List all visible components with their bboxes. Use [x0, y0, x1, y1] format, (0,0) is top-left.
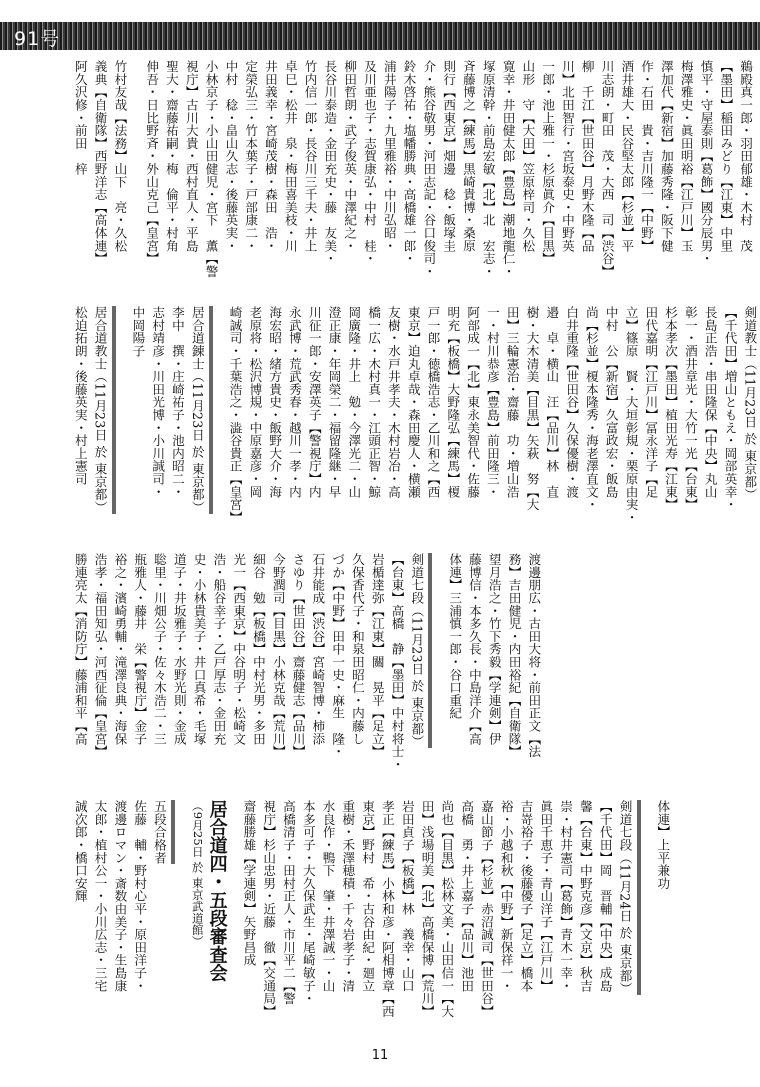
name-column: 鵜殿真一郎・羽田郁雄・木村 茂: [738, 60, 754, 252]
name-column: 定榮弘三・竹本葉子・戸部康二・: [243, 60, 259, 252]
name-column: 阿部成一【北】東永美智代・佐藤: [465, 306, 481, 498]
name-column: 浦井陽子・九里雅裕・中川弘昭・: [381, 60, 397, 252]
name-column: 杉本孝次【墨田】植田光寿【江東】: [663, 306, 679, 511]
name-column: 【千代田】増山ともえ・岡部英幸・: [722, 306, 738, 511]
name-column: 齋藤勝雄【学連剣】矢野昌成: [241, 800, 257, 967]
name-column: 一郎・池上雅一・杉原眞介【目黒】: [540, 60, 556, 265]
name-column: 田代嘉明【江戸川】冨永洋子【足: [643, 306, 659, 498]
name-column: 慎平・守屋泰則【葛飾】國分辰男・: [698, 60, 714, 265]
name-column: 崎誠司・千葉浩之・澁谷貴正【皇宮】: [227, 306, 243, 524]
section-heading-text: 剣道七段（11月23日 於 東京都）: [407, 553, 433, 748]
name-column: 則行【西東京】畑邊 稔・飯塚圭: [441, 60, 457, 252]
name-column: 中岡陽子: [130, 306, 146, 358]
name-column: 【台東】高橋 静【墨田】中村将士・: [389, 553, 405, 771]
name-column: 望月浩之・竹下秀毅【学連剣】伊: [486, 553, 502, 745]
section-heading: [187, 306, 213, 524]
name-column: 聖大・齋藤祐嗣・梅 倫平・村角: [163, 60, 179, 252]
column-gap: [432, 553, 444, 771]
name-column: 【墨田】稲田みどり【江東】中里: [718, 60, 734, 252]
name-column: 戸一郎・徳橋浩志・乙川和之【西: [425, 306, 441, 498]
page-number: 11: [371, 1048, 389, 1063]
tier-low: [70, 553, 734, 771]
name-column: 高橋清子・田村正人・市川平二【警: [280, 800, 296, 1005]
name-column: 孝正【練馬】小林和彦・阿相博章【西: [379, 800, 395, 1018]
column-gap: [116, 306, 128, 524]
name-column: 長島正浩・串田隆保【中央】丸山: [702, 306, 718, 498]
name-column: 作・石田 貴・吉川隆一【中野】: [639, 60, 655, 252]
name-column: 卓巳・松井 泉・梅田喜美枝・川: [282, 60, 298, 252]
name-column: 裕之・濱崎勇輔・滝澤良典・海保: [112, 553, 128, 745]
name-column: 高橋 勇・井上嘉子【品川】池田: [459, 800, 475, 992]
name-column: 岩田貞子【板橋】林 義幸・山口: [399, 800, 415, 992]
name-column: 本多可子・大久保武生・尾崎敏子・: [300, 800, 316, 1005]
name-column: 水良作・鴨下 肇・井澤誠一・山: [320, 800, 336, 992]
name-column: 明充【板橋】大野隆弘【練馬】榎: [445, 306, 461, 498]
name-column: 阿久沢修・前田 梓: [72, 60, 88, 176]
name-column: 山形 守【大田】笠原梓司・久松: [520, 60, 536, 252]
name-column: 馨【台東】中野克彦【文京】秋吉: [577, 800, 593, 992]
name-column: 岩楯達弥【江東】關 晃平【足立】: [369, 553, 385, 758]
name-column: 浩孝・福田知弘・河西征倫【皇宮】: [92, 553, 108, 758]
name-column: 聡里・川畑公子・佐々木浩二・三: [151, 553, 167, 745]
name-column: 立】篠原 賢・大垣彰規・栗原由実・: [623, 306, 639, 524]
tier-bottom: [70, 800, 734, 1022]
section-heading-text: 剣道教士（11月23日 於 東京都）: [740, 306, 760, 501]
column-gap: [175, 800, 187, 1022]
section-heading: [90, 306, 116, 524]
name-column: 太郎・植村公一・小川広志・三宅: [92, 800, 108, 992]
name-column: 東京】迫丸卓哉・森田慶人・横瀬: [405, 306, 421, 498]
name-column: 白井重隆【世田谷】久保優樹・渡: [564, 306, 580, 498]
name-column: 柳 千江【世田谷】月野木隆【品: [579, 60, 595, 252]
column-gap: [227, 800, 239, 1022]
name-column: 尚也【目黒】松林文美・山田信一【大: [439, 800, 455, 1018]
tier-text: [70, 306, 760, 524]
name-column: 浩・船谷幸子・乙戸厚志・金田充: [211, 553, 227, 745]
section-heading: [740, 306, 760, 524]
name-column: 勝連亮太【消防庁】藤浦和平【高: [72, 553, 88, 745]
name-column: 老原将・松沢博規・中原嘉彦・岡: [247, 306, 263, 498]
name-column: 渡邊朋広・古田大将・前田正文【法: [526, 553, 542, 758]
column-gap: [213, 306, 225, 524]
name-column: 鈴木啓祐・塩幡勝典・高橋雄一郎・: [401, 60, 417, 265]
column-gap: [129, 60, 141, 278]
name-column: さゆり【世田谷】齋藤健志【品川】: [290, 553, 306, 758]
name-column: 橋一広・木村真一・江頭正智・鯨: [366, 306, 382, 498]
name-column: 伸吾・日比野斉・外山克己【皇宮】: [144, 60, 160, 265]
section-heading: [149, 800, 175, 1022]
name-column: 細谷 勉【板橋】中村光男・多田: [250, 553, 266, 745]
name-column: 柳田哲朗・武子俊英・中澤紀之・: [342, 60, 358, 252]
name-column: 重樹・禾澤穂積・千々岩孝子・清: [340, 800, 356, 992]
name-column: 長谷川泰造・金田充史・藤 友美・: [322, 60, 338, 265]
section-heading: [407, 553, 433, 771]
name-column: 一・村川恭彦【豊島】前田隆三・: [484, 306, 500, 498]
name-column: づか【中野】田中一史・麻生 隆・: [330, 553, 346, 758]
section-heading: [615, 800, 641, 1022]
section-heading-text: 居合道錬士（11月23日 於 東京都）: [187, 306, 213, 514]
name-column: 義典【自衛隊】西野洋志【高体連】: [92, 60, 108, 265]
tier-text: [70, 800, 672, 1022]
name-column: 田】三輪憲治・齋藤 功・増山浩: [504, 306, 520, 498]
name-column: 体連】上平兼功: [655, 800, 671, 890]
name-column: 竹村友哉【法務】山下 亮・久松: [112, 60, 128, 252]
name-column: 史・小林貴美子・井口真希・毛塚: [191, 553, 207, 745]
column-gap: [641, 800, 653, 1022]
name-column: 井田義幸・宮崎茂樹・森田 浩・: [262, 60, 278, 252]
name-column: 瓶雅人・藤井 栄【警視庁】金子: [132, 553, 148, 745]
name-column: 酒井雄大・民谷堅太郎【杉並】平: [619, 60, 635, 252]
name-column: 松迫拓朗・後藤英実・村上憲司: [72, 306, 88, 486]
name-column: 竹内信一郎・長谷川三千夫・井上: [302, 60, 318, 252]
name-column: 視庁】杉山忠男・近藤 徹【交通局】: [261, 800, 277, 1018]
name-column: 渡邊ロマン・斎数由美子・生島康: [112, 800, 128, 992]
tier-mid: [70, 306, 758, 524]
name-column: 彰一・酒井章光・大竹一光【台東】: [682, 306, 698, 511]
name-column: 佐藤 輔・野村心平・原田洋子・: [132, 800, 148, 992]
name-column: 尚【杉並】榎本隆秀・海老澤直文・: [583, 306, 599, 511]
name-column: 李中 撰・庄崎祐子・池内昭二・: [169, 306, 185, 498]
name-column: 眞田千恵子・青山洋子【江戸川】: [538, 800, 554, 992]
name-column: 澤加代【新宿】加藤秀隆・阪下健: [658, 60, 674, 252]
name-column: 中村 稔・畠山久志・後藤英実・: [223, 60, 239, 252]
tier-top: [70, 60, 754, 278]
name-column: 嘉山節子【杉並】赤沼誠司【世田谷】: [478, 800, 494, 1018]
name-column: 寛幸・井田健太郎【豊島】潮地龍仁・: [500, 60, 516, 278]
tier-text: [70, 553, 543, 771]
section-heading-text: 五段合格者: [149, 800, 175, 864]
event-subtitle: （9月25日 於 東京武道館）: [190, 800, 205, 948]
name-column: 永武博・荒武秀春・越川一孝・内: [286, 306, 302, 498]
name-column: 川】北田智行・宮坂泰史・中野英: [559, 60, 575, 252]
name-column: 川志朗・町田 茂・大西 司【渋谷】: [599, 60, 615, 278]
name-column: 体連】三浦慎一郎・谷口重紀: [447, 553, 463, 720]
name-column: 裕・小越和秋【中野】新保祥一・: [498, 800, 514, 992]
name-column: 斉藤博之【練馬】黒崎貴博・桑原: [460, 60, 476, 252]
name-column: 小林京子・小山田健児・宮下 薫【警: [203, 60, 219, 278]
name-column: 及川亜也子・志賀康弘・中村 桂・: [361, 60, 377, 265]
name-column: 澄正康・年岡榮二・福留隆継・早: [326, 306, 342, 498]
name-column: 友樹・水戸井孝夫・木村岩冶・高: [385, 306, 401, 498]
event-title: 居合道四・五段審査会: [206, 800, 228, 982]
name-column: 邉 卓・横山 汪【品川】林 直: [544, 306, 560, 498]
name-column: 塚原清幹・前島宏敏【北】北 宏志・: [480, 60, 496, 278]
name-column: 【千代田】岡 晋輔【中央】成島: [597, 800, 613, 992]
name-column: 川征一郎・安澤英子【警視庁】内: [306, 306, 322, 498]
section-heading-text: 剣道七段（11月24日 於 東京都）: [615, 800, 641, 995]
name-column: 久保香代子・和泉田昭仁・内藤し: [349, 553, 365, 745]
name-column: 吉嵜裕子・後藤優子【足立】橋本: [518, 800, 534, 992]
name-column: 崇・村井憲司【葛飾】青木一幸・: [558, 800, 574, 992]
name-column: 今野潤司【目黒】小林克哉【荒川】: [270, 553, 286, 758]
name-column: 介・熊谷敬男・河田志記・谷口俊司・: [421, 60, 437, 278]
name-column: 誠次郎・橋口安輝: [72, 800, 88, 903]
name-column: 志村靖彦・川田光博・小川誠司・: [150, 306, 166, 498]
name-column: 務】吉田健児・内田裕紀【自衛隊】: [506, 553, 522, 758]
name-column: 梅澤雅史・眞田明裕【江戸川】玉: [678, 60, 694, 252]
name-column: 東京】野村 希・古谷由紀・廻立: [360, 800, 376, 992]
tier-text: [70, 60, 755, 278]
section-heading-text: 居合道教士（11月23日 於 東京都）: [90, 306, 116, 514]
name-column: 樹・大木清美【目黒】矢萩 努【大: [524, 306, 540, 511]
name-column: 石井能成【渋谷】宮崎智博・柿添: [310, 553, 326, 745]
name-column: 中村 公【新宿】久富政宏・飯島: [603, 306, 619, 498]
issue-number: 91号: [14, 28, 61, 50]
name-column: 岡廣隆・井上 勉・今澤光二・山: [346, 306, 362, 498]
header-band: [0, 22, 760, 50]
name-column: 田】浅場明美【北】高橋保博【荒川】: [419, 800, 435, 1018]
name-column: 光一【西東京】中谷明子・松崎文: [231, 553, 247, 745]
name-column: 視庁】古川大貴・西村直人・平島: [183, 60, 199, 252]
name-column: 道子・井坂雅子・水野光則・金成: [171, 553, 187, 745]
name-column: 藤博信・本多久長・中島洋介【高: [466, 553, 482, 745]
name-column: 海宏昭・緒方貴史・飯野大介・海: [267, 306, 283, 498]
